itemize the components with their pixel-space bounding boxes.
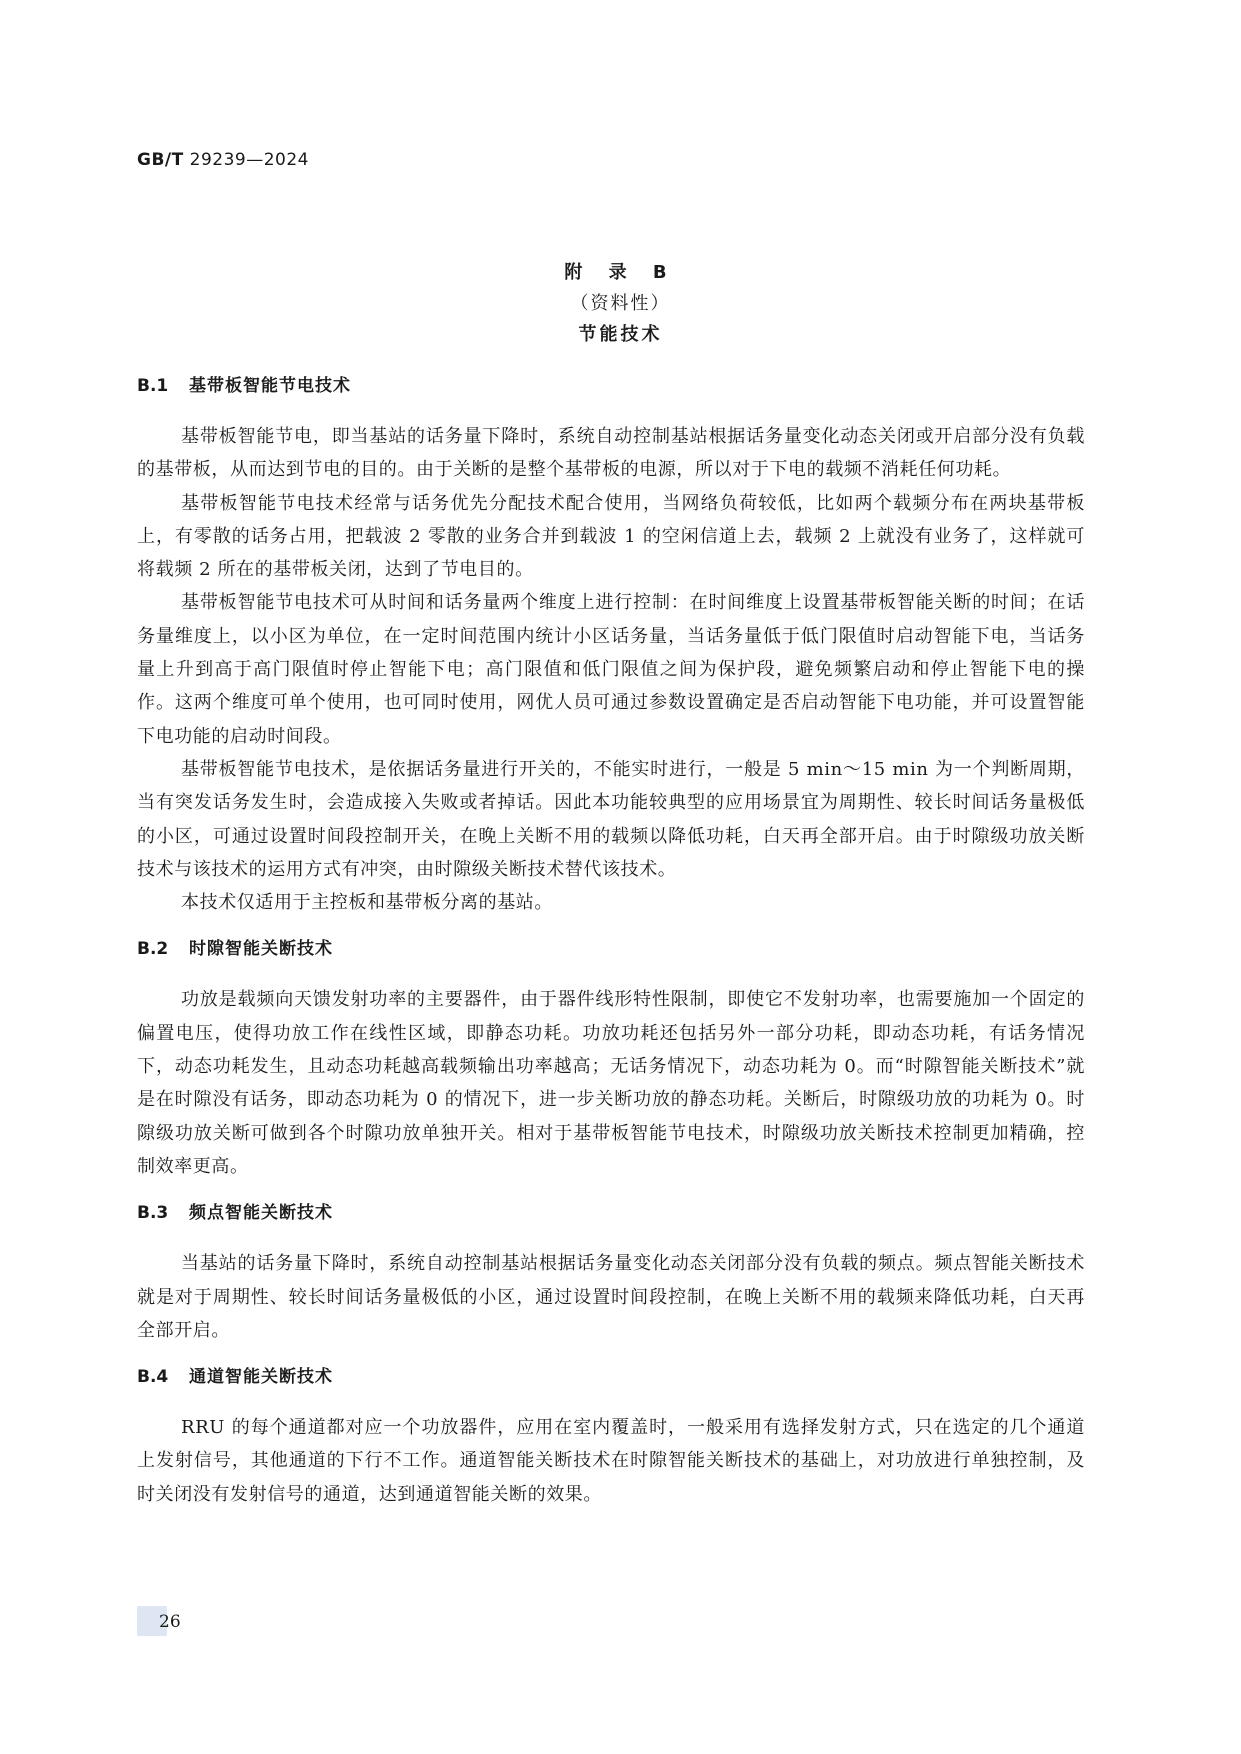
section-b1: [137, 374, 1085, 919]
section-title: 时隙智能关断技术: [189, 939, 333, 960]
section-title: 基带板智能节电技术: [189, 376, 351, 396]
section-heading: [137, 1201, 1085, 1225]
paragraph: 基带板智能节电，即当基站的话务量下降时，系统自动控制基站根据话务量变化动态关闭或开启部分没有负载的基带板，从而达到节电的目的。由于关断的是整个基带板的电源，所以对于下电的载频不消耗任何功耗。: [137, 426, 1085, 481]
paragraph: 基带板智能节电技术可从时间和话务量两个维度上进行控制：在时间维度上设置基带板智能关断的时间；在话务量维度上，以小区为单位，在一定时间范围内统计小区话务量，当话务量低于低门限值时启动智能下电，当话务量上升到高于高门限值时停止智能下电；高门限值和低门限值之间为保护段，避免频繁启动和停止智能下电的操作。这两个维度可单个使用，也可同时使用，网优人员可通过参数设置确定是否启动智能下电功能，并可设置智能下电功能的启动时间段。: [137, 592, 1085, 747]
standard-code: [137, 150, 309, 170]
paragraph: 基带板智能节电技术经常与话务优先分配技术配合使用，当网络负荷较低，比如两个载频分布在两块基带板上，有零散的话务占用，把载波 2 零散的业务合并到载波 1 的空闲信道上去，载频 2 上就没有业务了，这样就可将载频 2 所在的基带板关闭，达到了节电目的。: [137, 492, 1085, 581]
paragraph: 功放是载频向天馈发射功率的主要器件，由于器件线形特性限制，即使它不发射功率，也需要施加一个固定的偏置电压，使得功放工作在线性区域，即静态功耗。功放功耗还包括另外一部分功耗，即动态功耗，有话务情况下，动态功耗发生，且动态功耗越高载频输出功率越高；无话务情况下，动态功耗为 0。而“时隙智能关断技术”就是在时隙没有话务，即动态功耗为 0 的情况下，进一步关断功放的静态功耗。关断后，时隙级功放的功耗为 0。时隙级功放关断可做到各个时隙功放单独开关。相对于基带板智能节电技术，时隙级功放关断技术控制更加精确，控制效率更高。: [137, 989, 1085, 1177]
annex-title: 附 录 B: [564, 262, 677, 283]
paragraph: RRU 的每个通道都对应一个功放器件，应用在室内覆盖时，一般采用有选择发射方式，只在选定的几个通道上发射信号，其他通道的下行不工作。通道智能关断技术在时隙智能关断技术的基础上，对功放进行单独控制，及时关闭没有发射信号的通道，达到通道智能关断的效果。: [137, 1417, 1085, 1505]
page-number-text: 26: [159, 1612, 181, 1632]
section-heading: [137, 374, 1085, 398]
section-b4: [137, 1365, 1085, 1511]
section-b3: [137, 1201, 1085, 1347]
section-number: B.2: [137, 939, 169, 960]
paragraph: 当基站的话务量下降时，系统自动控制基站根据话务量变化动态关闭部分没有负载的频点。频点智能关断技术就是对于周期性、较长时间话务量极低的小区，通过设置时间段控制，在晚上关断不用的载频来降低功耗，白天再全部开启。: [137, 1253, 1085, 1341]
standard-prefix: GB/T: [137, 150, 184, 170]
annex-name: 节能技术: [578, 324, 663, 345]
section-number: B.3: [137, 1203, 169, 1224]
paragraph: 本技术仅适用于主控板和基带板分离的基站。: [181, 892, 553, 914]
section-number: B.4: [137, 1367, 169, 1388]
standard-number: 29239—2024: [189, 150, 309, 170]
page-number: [137, 1606, 181, 1636]
section-title: 通道智能关断技术: [189, 1367, 333, 1388]
section-heading: [137, 937, 1085, 961]
section-title: 频点智能关断技术: [189, 1203, 333, 1224]
section-heading: [137, 1365, 1085, 1389]
section-number: B.1: [137, 376, 169, 396]
annex-content: [137, 374, 1085, 1511]
paragraph: 基带板智能节电技术，是依据话务量进行开关的，不能实时进行，一般是 5 min～15 min 为一个判断周期，当有突发话务发生时，会造成接入失败或者掉话。因此本功能较典型的应用场景宜为周期性、较长时间话务量极低的小区，可通过设置时间段控制开关，在晚上关断不用的载频以降低功耗，白天再全部开启。由于时隙级功放关断技术与该技术的运用方式有冲突，由时隙级关断技术替代该技术。: [137, 758, 1085, 880]
section-b2: [137, 937, 1085, 1183]
annex-type: （资料性）: [570, 293, 671, 314]
